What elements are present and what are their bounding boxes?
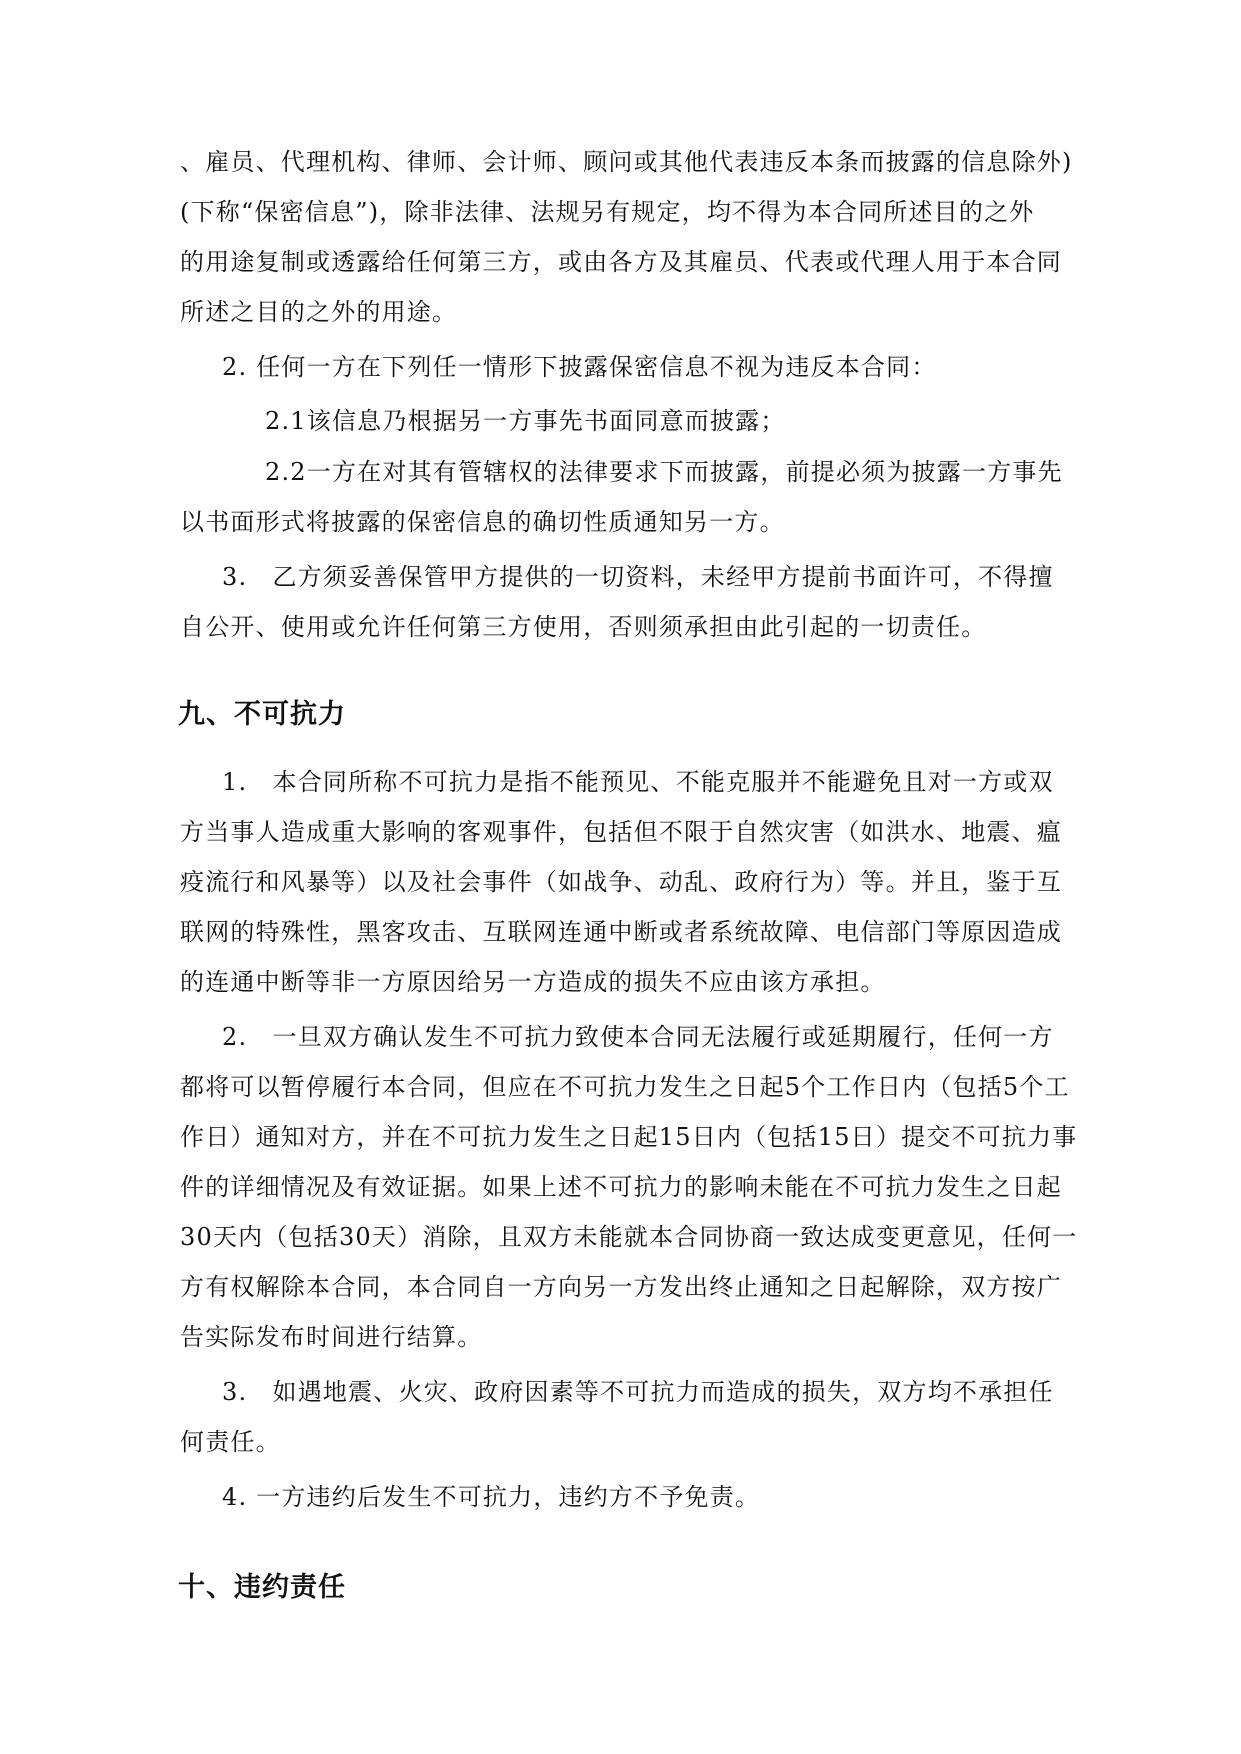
paragraph-line: 、雇员、代理机构、律师、会计师、顾问或其他代表违反本条而披露的信息除外) bbox=[180, 148, 1073, 176]
section-heading-10: 十、违约责任 bbox=[178, 1572, 346, 1603]
paragraph-line: 疫流行和风暴等）以及社会事件（如战争、动乱、政府行为）等。并且，鉴于互 bbox=[180, 868, 1062, 896]
paragraph-line: 联网的特殊性，黑客攻击、互联网连通中断或者系统故障、电信部门等原因造成 bbox=[180, 918, 1062, 946]
list-item-2-1: 2.1该信息乃根据另一方事先书面同意而披露； bbox=[265, 407, 786, 435]
list-item-3: 3. 如遇地震、火灾、政府因素等不可抗力而造成的损失，双方均不承担任 bbox=[222, 1378, 1054, 1406]
paragraph-line: 的连通中断等非一方原因给另一方造成的损失不应由该方承担。 bbox=[180, 968, 886, 996]
paragraph-line: 的用途复制或透露给任何第三方，或由各方及其雇员、代表或代理人用于本合同 bbox=[180, 248, 1062, 276]
list-item-2: 2. 任何一方在下列任一情形下披露保密信息不视为违反本合同： bbox=[222, 353, 937, 381]
paragraph-line: 方有权解除本合同，本合同自一方向另一方发出终止通知之日起解除，双方按广 bbox=[180, 1273, 1062, 1301]
paragraph-line: 件的详细情况及有效证据。如果上述不可抗力的影响未能在不可抗力发生之日起 bbox=[180, 1173, 1062, 1201]
paragraph-line: 自公开、使用或允许任何第三方使用，否则须承担由此引起的一切责任。 bbox=[180, 613, 987, 641]
paragraph-line: 作日）通知对方，并在不可抗力发生之日起15日内（包括15日）提交不可抗力事 bbox=[180, 1123, 1078, 1151]
paragraph-line: 告实际发布时间进行结算。 bbox=[180, 1323, 483, 1351]
list-item-1: 1. 本合同所称不可抗力是指不能预见、不能克服并不能避免且对一方或双 bbox=[222, 768, 1054, 796]
list-item-4: 4. 一方违约后发生不可抗力，违约方不予免责。 bbox=[222, 1483, 761, 1511]
list-item-3: 3. 乙方须妥善保管甲方提供的一切资料，未经甲方提前书面许可，不得擅 bbox=[222, 563, 1054, 591]
paragraph-line: (下称“保密信息”)，除非法律、法规另有规定，均不得为本合同所述目的之外 bbox=[180, 198, 1035, 226]
paragraph-line: 何责任。 bbox=[180, 1428, 281, 1456]
list-item-2-2: 2.2一方在对其有管辖权的法律要求下而披露，前提必须为披露一方事先 bbox=[265, 458, 1063, 486]
paragraph-line: 以书面形式将披露的保密信息的确切性质通知另一方。 bbox=[180, 508, 785, 536]
paragraph-line: 30天内（包括30天）消除，且双方未能就本合同协商一致达成变更意见，任何一 bbox=[180, 1223, 1078, 1251]
list-item-2: 2. 一旦双方确认发生不可抗力致使本合同无法履行或延期履行，任何一方 bbox=[222, 1023, 1054, 1051]
paragraph-line: 方当事人造成重大影响的客观事件，包括但不限于自然灾害（如洪水、地震、瘟 bbox=[180, 818, 1062, 846]
section-heading-9: 九、不可抗力 bbox=[178, 699, 346, 730]
paragraph-line: 所述之目的之外的用途。 bbox=[180, 298, 458, 326]
paragraph-line: 都将可以暂停履行本合同，但应在不可抗力发生之日起5个工作日内（包括5个工 bbox=[180, 1073, 1070, 1101]
